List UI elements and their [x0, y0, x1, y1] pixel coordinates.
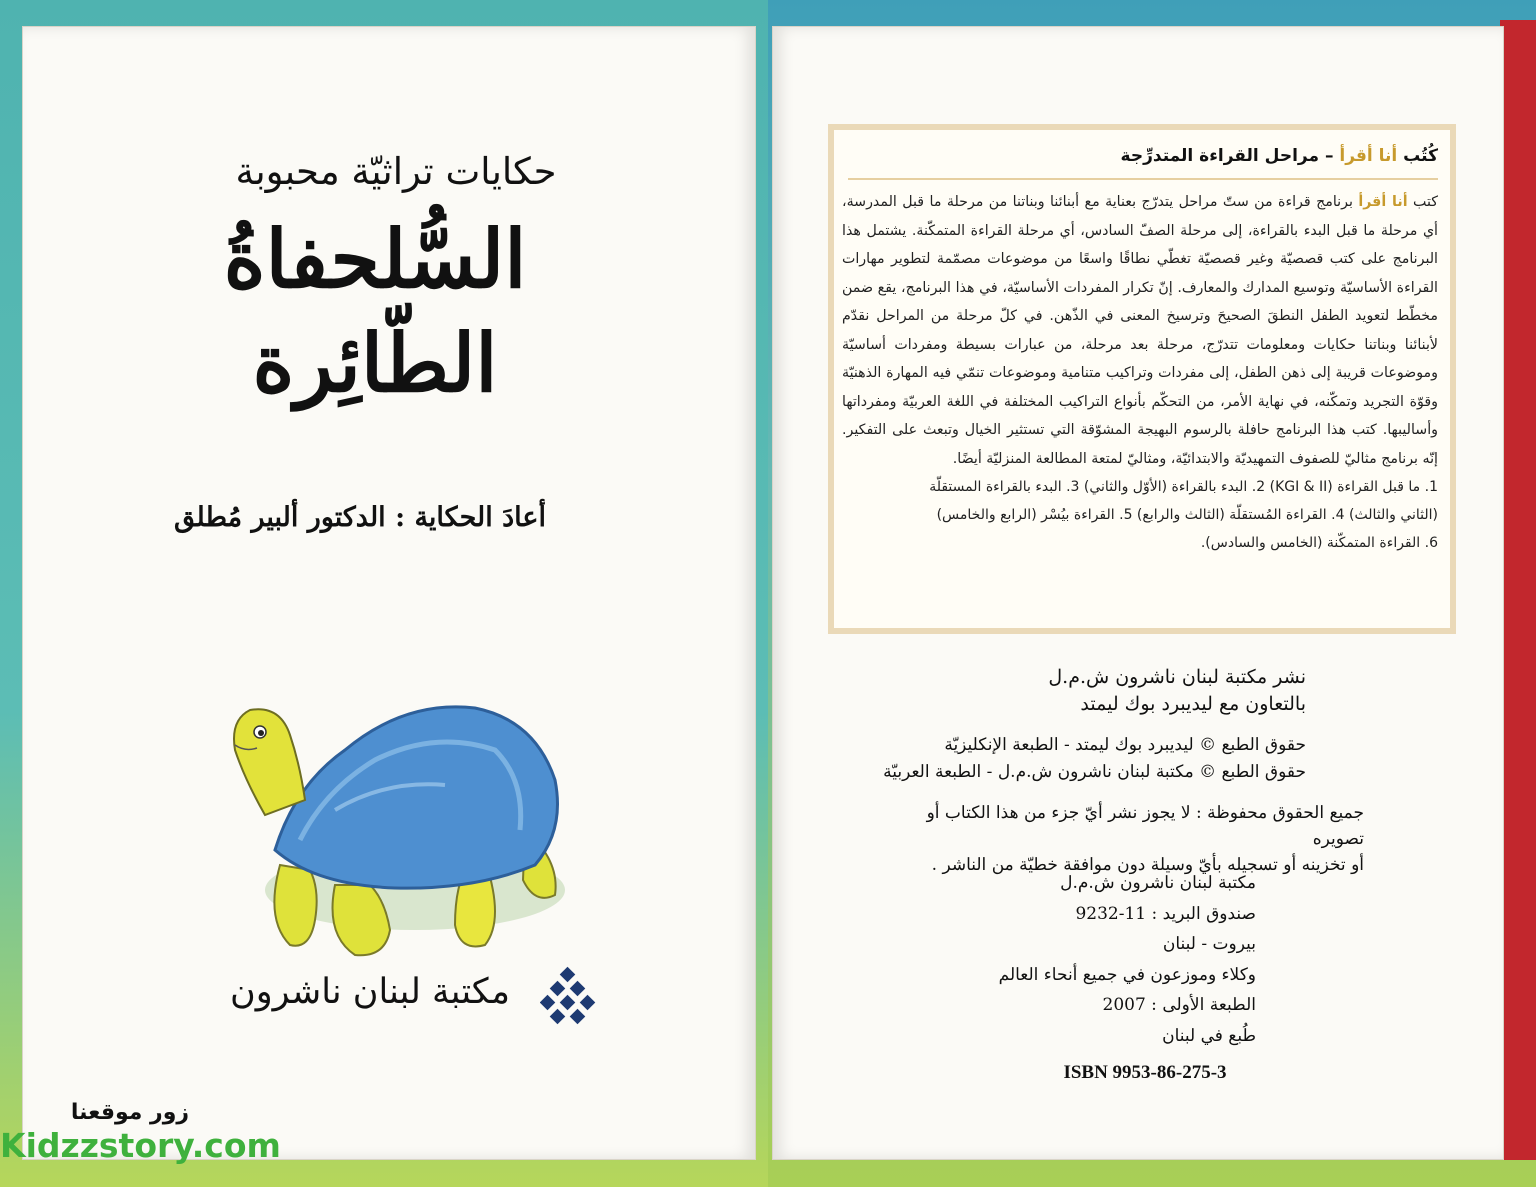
city: بيروت - لبنان	[1162, 934, 1256, 954]
cover-edge	[1500, 20, 1536, 1160]
publisher-name: مكتبة لبنان ناشرون	[229, 972, 511, 1012]
printed-in: طُبع في لبنان	[1162, 1025, 1256, 1046]
author-credit: أعادَ الحكاية : الدكتور ألبير مُطلق	[174, 502, 546, 533]
po-box: صندوق البريد : 11-9232	[1075, 903, 1256, 924]
published-by: نشر مكتبة لبنان ناشرون ش.م.ل	[1048, 666, 1306, 688]
heading-brand: أنا أقرأ	[1339, 146, 1398, 166]
box-heading	[838, 146, 1438, 166]
stages-line: (الثاني والثالث) 4. القراءة المُستقلّة (الثالث والرابع) 5. القراءة بيُسْر (الرابع والخامس)	[936, 507, 1438, 523]
publisher-address	[926, 868, 1256, 1051]
heading-divider	[848, 178, 1438, 180]
publisher-company: مكتبة لبنان ناشرون ش.م.ل	[1060, 873, 1256, 893]
intro-brand: أنا أقرأ	[1358, 194, 1408, 210]
series-info-box	[828, 124, 1456, 634]
rights-line: جميع الحقوق محفوظة : لا يجوز نشر أيّ جزء من هذا الكتاب أو تصويره	[926, 803, 1364, 849]
edition-line: الطبعة الأولى : 2007	[1102, 995, 1256, 1015]
copyright-english: حقوق الطبع © ليديبرد بوك ليمتد - الطبعة الإنكليزيّة	[944, 735, 1306, 755]
site-watermark[interactable]: Kidzzstory.com	[0, 1126, 281, 1165]
stages-list	[842, 473, 1438, 557]
cooperation-line: بالتعاون مع ليديبرد بوك ليمتد	[1080, 693, 1306, 715]
visit-label: زور موقعنا	[70, 1100, 190, 1125]
agents-line: وكلاء وموزعون في جميع أنحاء العالم	[998, 964, 1256, 985]
isbn: ISBN 9953-86-275-3	[1063, 1062, 1227, 1083]
heading-suffix: – مراحل القراءة المتدرِّجة	[1120, 146, 1340, 166]
intro-prefix: كتب	[1407, 194, 1438, 210]
book-title-line1: السُّلحفاةُ	[223, 212, 527, 306]
triangle-dots-logo	[540, 965, 596, 1025]
stages-line: 6. القراءة المتمكّنة (الخامس والسادس).	[1200, 535, 1438, 551]
copyright-arabic: حقوق الطبع © مكتبة لبنان ناشرون ش.م.ل - الطبعة العربيّة	[883, 762, 1306, 782]
publisher-imprint	[883, 664, 1306, 786]
rights-notice	[894, 800, 1364, 878]
intro-text: برنامج قراءة من ستّ مراحل يتدرّج بعناية مع أبنائنا وبناتنا من مرحلة ما قبل المدرسة، أي مرحلة ما قبل البدء بالقراءة، إلى مرحلة الصفّ السادس، أي مرحلة القراءة المتمكّنة. يشتمل هذا البرنامج على كتب قصصيّة وغير قصصيّة تغطّي نطاقًا واسعًا من موضوعات مصمّمة لتطوير مهارات القراءة الأساسيّة وتوسيع المدارك والمعارف. إنّ تكرار المفردات الأساسيّة، في هذا البرنامج، يقع ضمن مخطّط لتعويد الطفل النطقَ الصحيحَ وترسيخ المعنى في الذّهن. في كلّ مرحلة من المراحل نقدّم لأبنائنا وبناتنا حكايات ومعلومات تتدرّج، مرحلة بعد مرحلة، من عبارات بسيطة ومفردات أساسيّة وموضوعات قريبة إلى ذهن الطفل، إلى مفردات وتراكيب متنامية وموضوعات تنمّي فيه المهارة الذهنيّة وقوّة التجريد وتمكّنه، في نهاية الأمر، من التحكّم بأنواع التراكيب المختلفة في اللغة العربيّة ومفرداتها وأساليبها. كتب هذا البرنامج حافلة بالرسوم البهيجة المشوّقة التي تستثير الخيال وتبعث على التفكير. إنّه برنامج مثاليّ للصفوف التمهيديّة والابتدائيّة، ومثاليّ لمتعة المطالعة المنزليّة أيضًا.	[842, 194, 1438, 467]
turtle-illustration	[205, 690, 585, 970]
heading-prefix: كُتُب	[1397, 146, 1438, 166]
series-title: حكايات تراثيّة محبوبة	[235, 150, 557, 193]
rights-line: أو تخزينه أو تسجيله بأيّ وسيلة دون موافقة خطيّة من الناشر .	[931, 855, 1364, 875]
box-paragraph	[842, 188, 1438, 557]
stages-line: 1. ما قبل القراءة (KGI & II) 2. البدء بالقراءة (الأوّل والثاني) 3. البدء بالقراءة المستقلّة	[929, 479, 1438, 495]
book-title-line2: الطّائِرة	[252, 316, 498, 410]
